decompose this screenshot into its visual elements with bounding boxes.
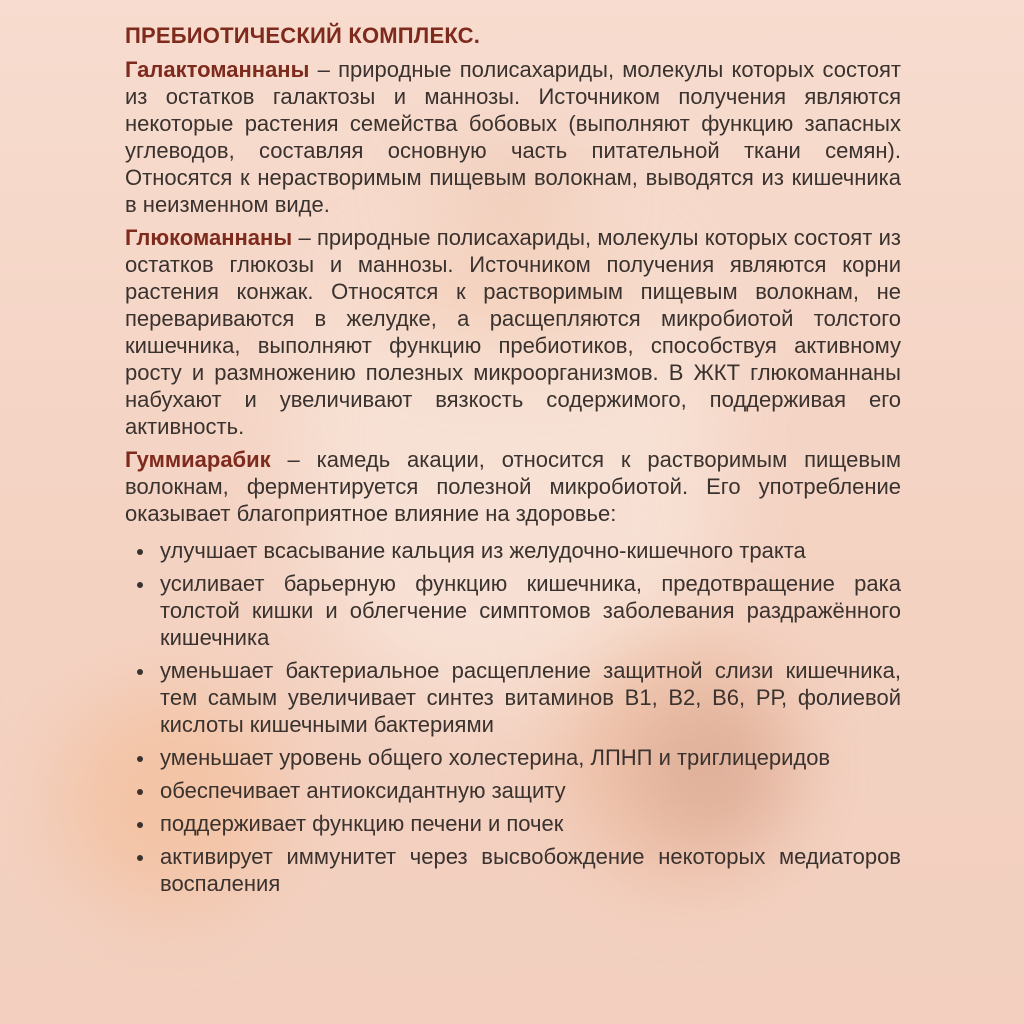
section-galactomannans bbox=[125, 56, 901, 218]
article bbox=[125, 22, 901, 903]
bullet-dot-icon bbox=[137, 756, 143, 762]
bullet-dot-icon bbox=[137, 789, 143, 795]
list-item: поддерживает функцию печени и почек bbox=[125, 810, 901, 837]
term-heading: Гуммиарабик bbox=[125, 447, 271, 472]
list-item: уменьшает уровень общего холестерина, ЛПНП и триглицеридов bbox=[125, 744, 901, 771]
section-text: – природные полисахариды, молекулы которых состоят из остатков глюкозы и маннозы. Источником получения являются корни растения конжак. Относятся к растворимым пищевым волокнам, не перевариваются в желудке, а расщепляются микробиотой толстого кишечника, выполняют функцию пребиотиков, способствуя активному росту и размножению полезных микроорганизмов. В ЖКТ глюкоманнаны набухают и увеличивают вязкость содержимого, поддерживая его активность. bbox=[125, 225, 901, 439]
section-gum-arabic bbox=[125, 446, 901, 527]
list-item: уменьшает бактериальное расщепление защитной слизи кишечника, тем самым увеличивает синтез витаминов В1, В2, В6, РР, фолиевой кислоты кишечными бактериями bbox=[125, 657, 901, 738]
bullet-dot-icon bbox=[137, 582, 143, 588]
bullet-dot-icon bbox=[137, 669, 143, 675]
term-heading: Глюкоманнаны bbox=[125, 225, 293, 250]
list-item: улучшает всасывание кальция из желудочно-кишечного тракта bbox=[125, 537, 901, 564]
term-heading: Галактоманнаны bbox=[125, 57, 310, 82]
list-item: активирует иммунитет через высвобождение некоторых медиаторов воспаления bbox=[125, 843, 901, 897]
benefits-list bbox=[125, 537, 901, 897]
bullet-dot-icon bbox=[137, 549, 143, 555]
bullet-dot-icon bbox=[137, 822, 143, 828]
list-item: усиливает барьерную функцию кишечника, предотвращение рака толстой кишки и облегчение симптомов заболевания раздражённого кишечника bbox=[125, 570, 901, 651]
section-text: – природные полисахариды, молекулы которых состоят из остатков галактозы и маннозы. Источником получения являются некоторые растения семейства бобовых (выполняют функцию запасных углеводов, составляя основную часть питательной ткани семян). Относятся к нерастворимым пищевым волокнам, выводятся из кишечника в неизменном виде. bbox=[125, 57, 901, 217]
page-title: ПРЕБИОТИЧЕСКИЙ КОМПЛЕКС. bbox=[125, 23, 481, 48]
section-text: – камедь акации, относится к растворимым пищевым волокнам, ферментируется полезной микробиотой. Его употребление оказывает благоприятное влияние на здоровье: bbox=[125, 447, 901, 526]
list-item: обеспечивает антиоксидантную защиту bbox=[125, 777, 901, 804]
section-glucomannans bbox=[125, 224, 901, 440]
bullet-dot-icon bbox=[137, 855, 143, 861]
